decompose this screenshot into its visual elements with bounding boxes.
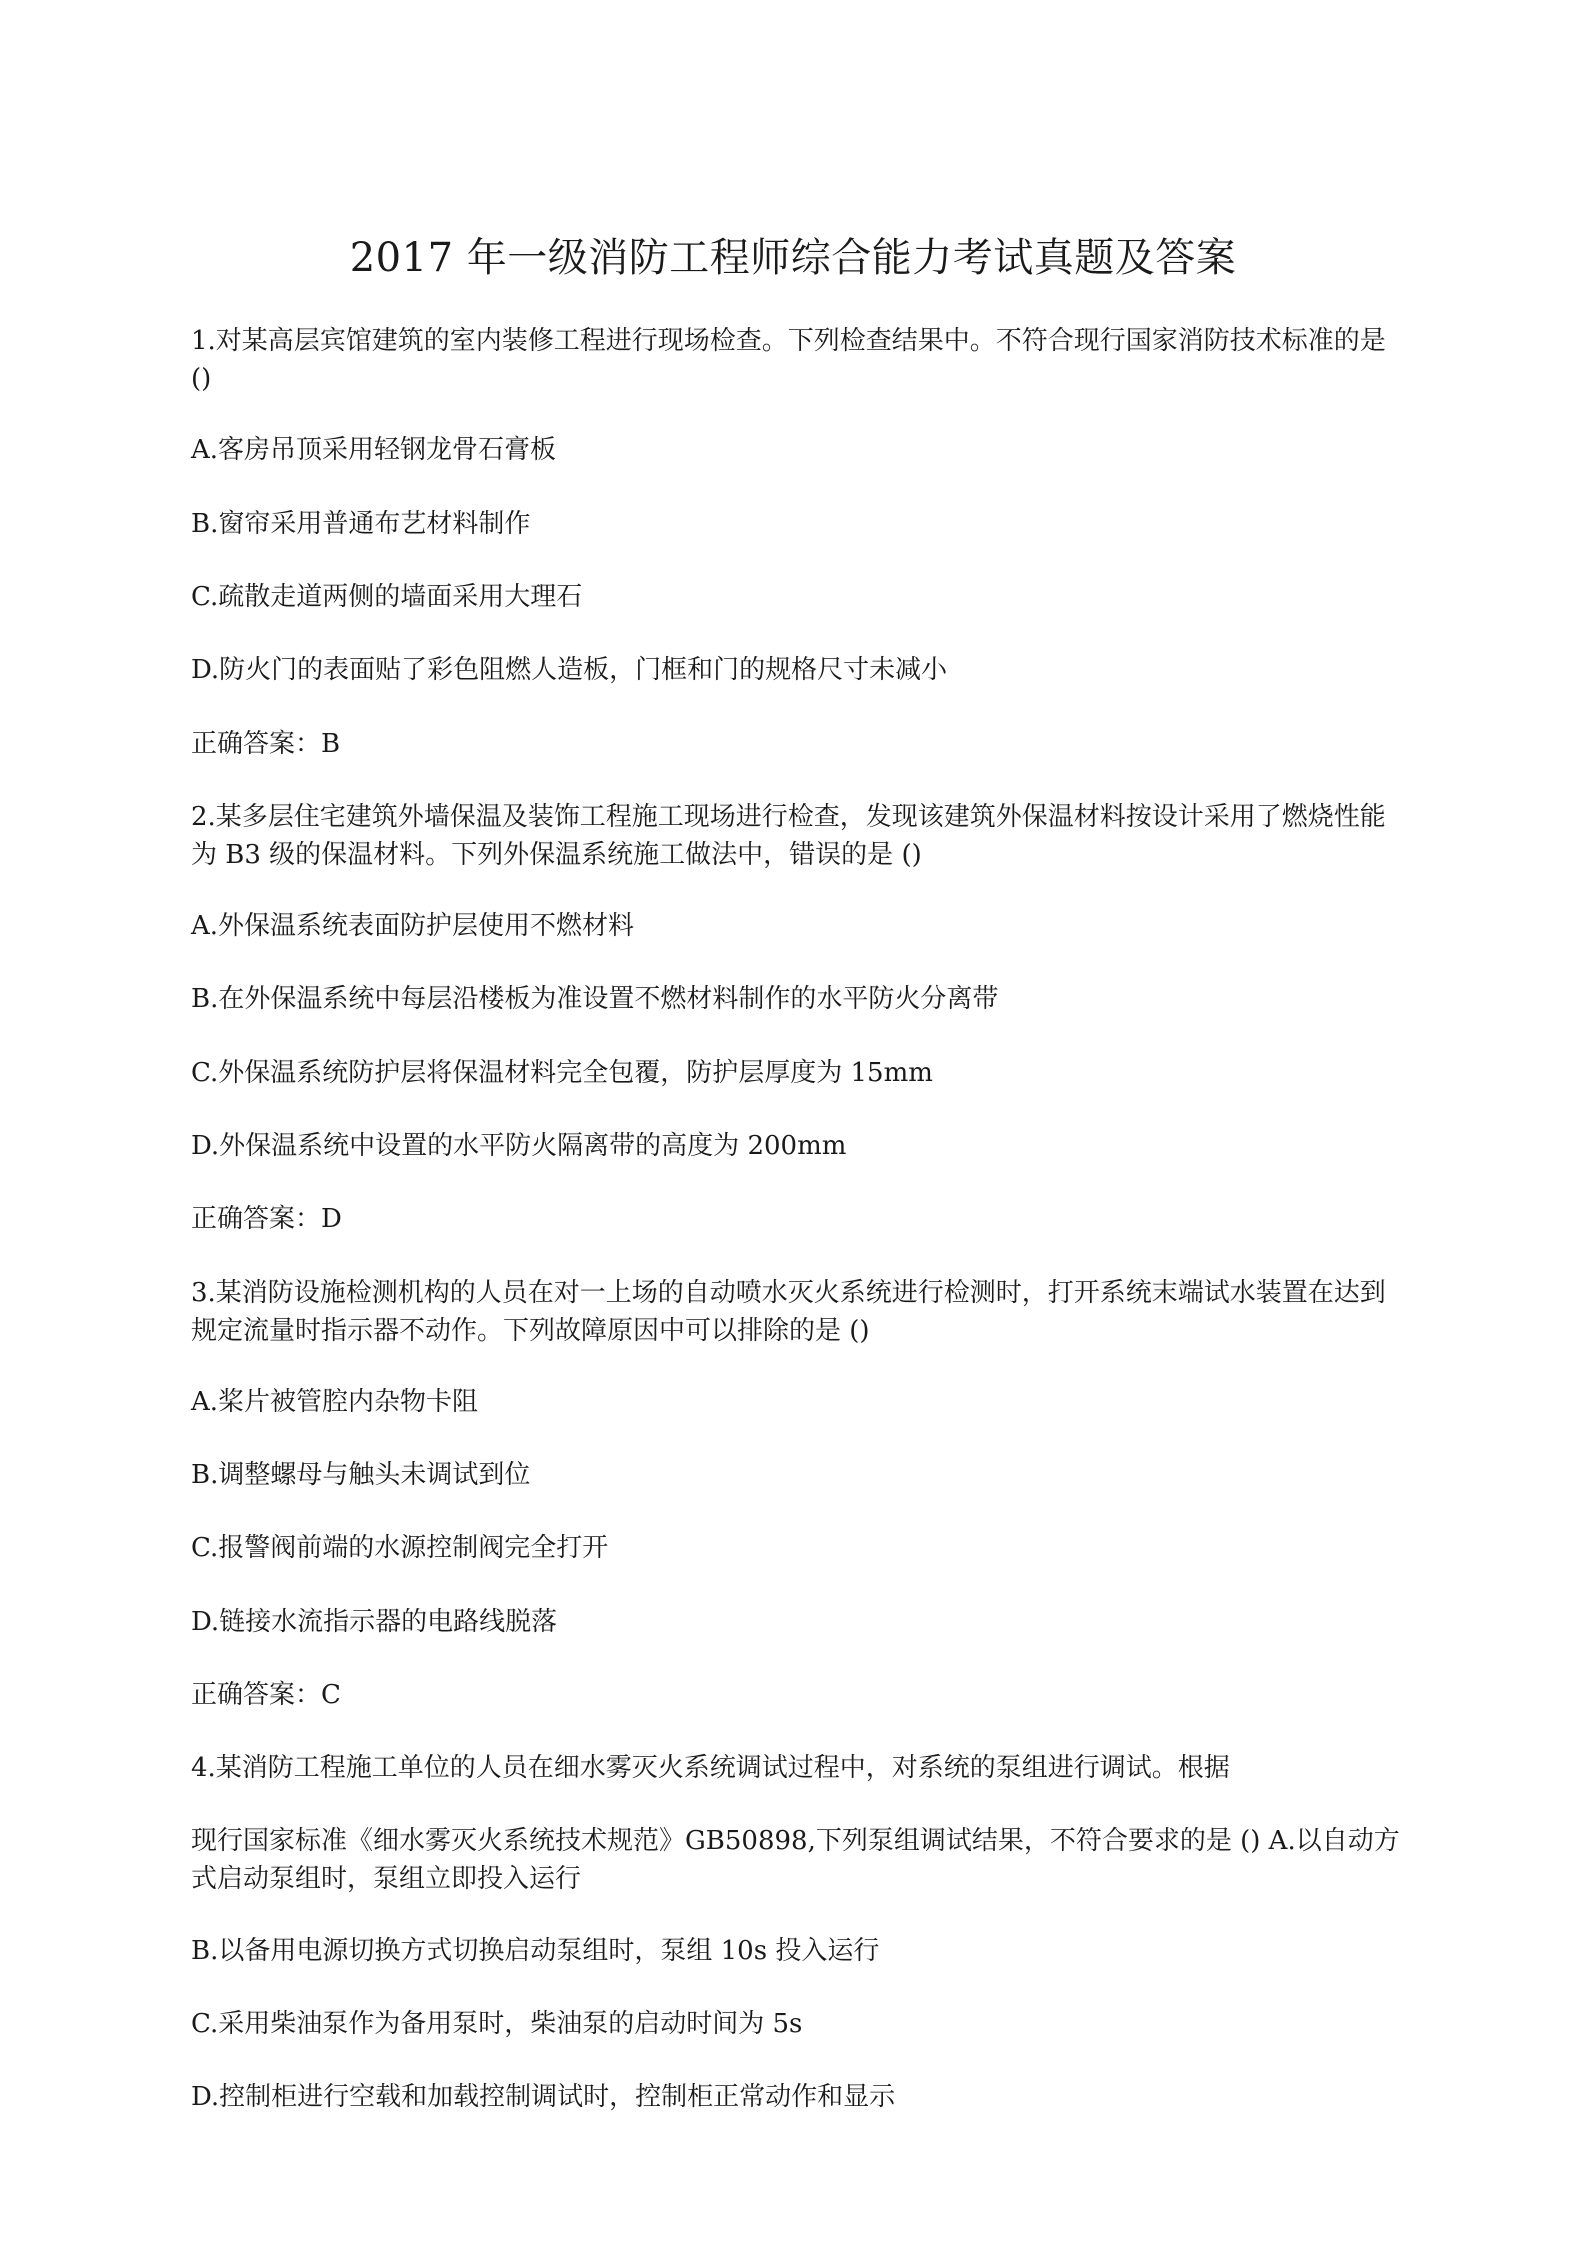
question-1-option-d: D.防火门的表面贴了彩色阻燃人造板，门框和门的规格尺寸未减小 — [191, 655, 948, 685]
question-2-option-a: A.外保温系统表面防护层使用不燃材料 — [191, 911, 635, 941]
question-3-option-b: B.调整螺母与触头未调试到位 — [191, 1460, 531, 1490]
question-4-stem-continued: 现行国家标准《细水雾灭火系统技术规范》GB50898,下列泵组调试结果，不符合要求的是 () A.以自动方式启动泵组时，泵组立即投入运行 — [191, 1826, 1400, 1894]
question-3-stem: 3.某消防设施检测机构的人员在对一上场的自动喷水灭火系统进行检测时，打开系统末端试水装置在达到规定流量时指示器不动作。下列故障原因中可以排除的是 () — [191, 1278, 1386, 1346]
question-2-option-d: D.外保温系统中设置的水平防火隔离带的高度为 200mm — [191, 1131, 847, 1161]
question-4-option-d: D.控制柜进行空载和加载控制调试时，控制柜正常动作和显示 — [191, 2082, 896, 2112]
question-3-option-c: C.报警阀前端的水源控制阀完全打开 — [191, 1533, 609, 1563]
question-1-option-b: B.窗帘采用普通布艺材料制作 — [191, 509, 531, 539]
question-2-option-c: C.外保温系统防护层将保温材料完全包覆，防护层厚度为 15mm — [191, 1058, 933, 1088]
question-3-option-a: A.桨片被管腔内杂物卡阻 — [191, 1387, 479, 1417]
question-3-option-d: D.链接水流指示器的电路线脱落 — [191, 1607, 558, 1637]
question-4-option-b: B.以备用电源切换方式切换启动泵组时，泵组 10s 投入运行 — [191, 1936, 880, 1966]
question-2-answer: 正确答案：D — [191, 1204, 342, 1234]
question-4-stem: 4.某消防工程施工单位的人员在细水雾灭火系统调试过程中，对系统的泵组进行调试。根据 — [191, 1753, 1230, 1783]
question-3-answer: 正确答案：C — [191, 1680, 341, 1710]
question-2-option-b: B.在外保温系统中每层沿楼板为准设置不燃材料制作的水平防火分离带 — [191, 984, 999, 1014]
question-1-option-c: C.疏散走道两侧的墙面采用大理石 — [191, 582, 583, 612]
question-4-option-c: C.采用柴油泵作为备用泵时，柴油泵的启动时间为 5s — [191, 2009, 803, 2039]
question-1-answer: 正确答案：B — [191, 729, 341, 759]
question-2-stem: 2.某多层住宅建筑外墙保温及装饰工程施工现场进行检查，发现该建筑外保温材料按设计采用了燃烧性能为 B3 级的保温材料。下列外保温系统施工做法中，错误的是 () — [191, 802, 1386, 870]
page-title: 2017 年一级消防工程师综合能力考试真题及答案 — [349, 235, 1237, 281]
question-1-option-a: A.客房吊顶采用轻钢龙骨石膏板 — [191, 435, 557, 465]
question-1-stem: 1.对某高层宾馆建筑的室内装修工程进行现场检查。下列检查结果中。不符合现行国家消防技术标准的是 () — [191, 326, 1386, 394]
